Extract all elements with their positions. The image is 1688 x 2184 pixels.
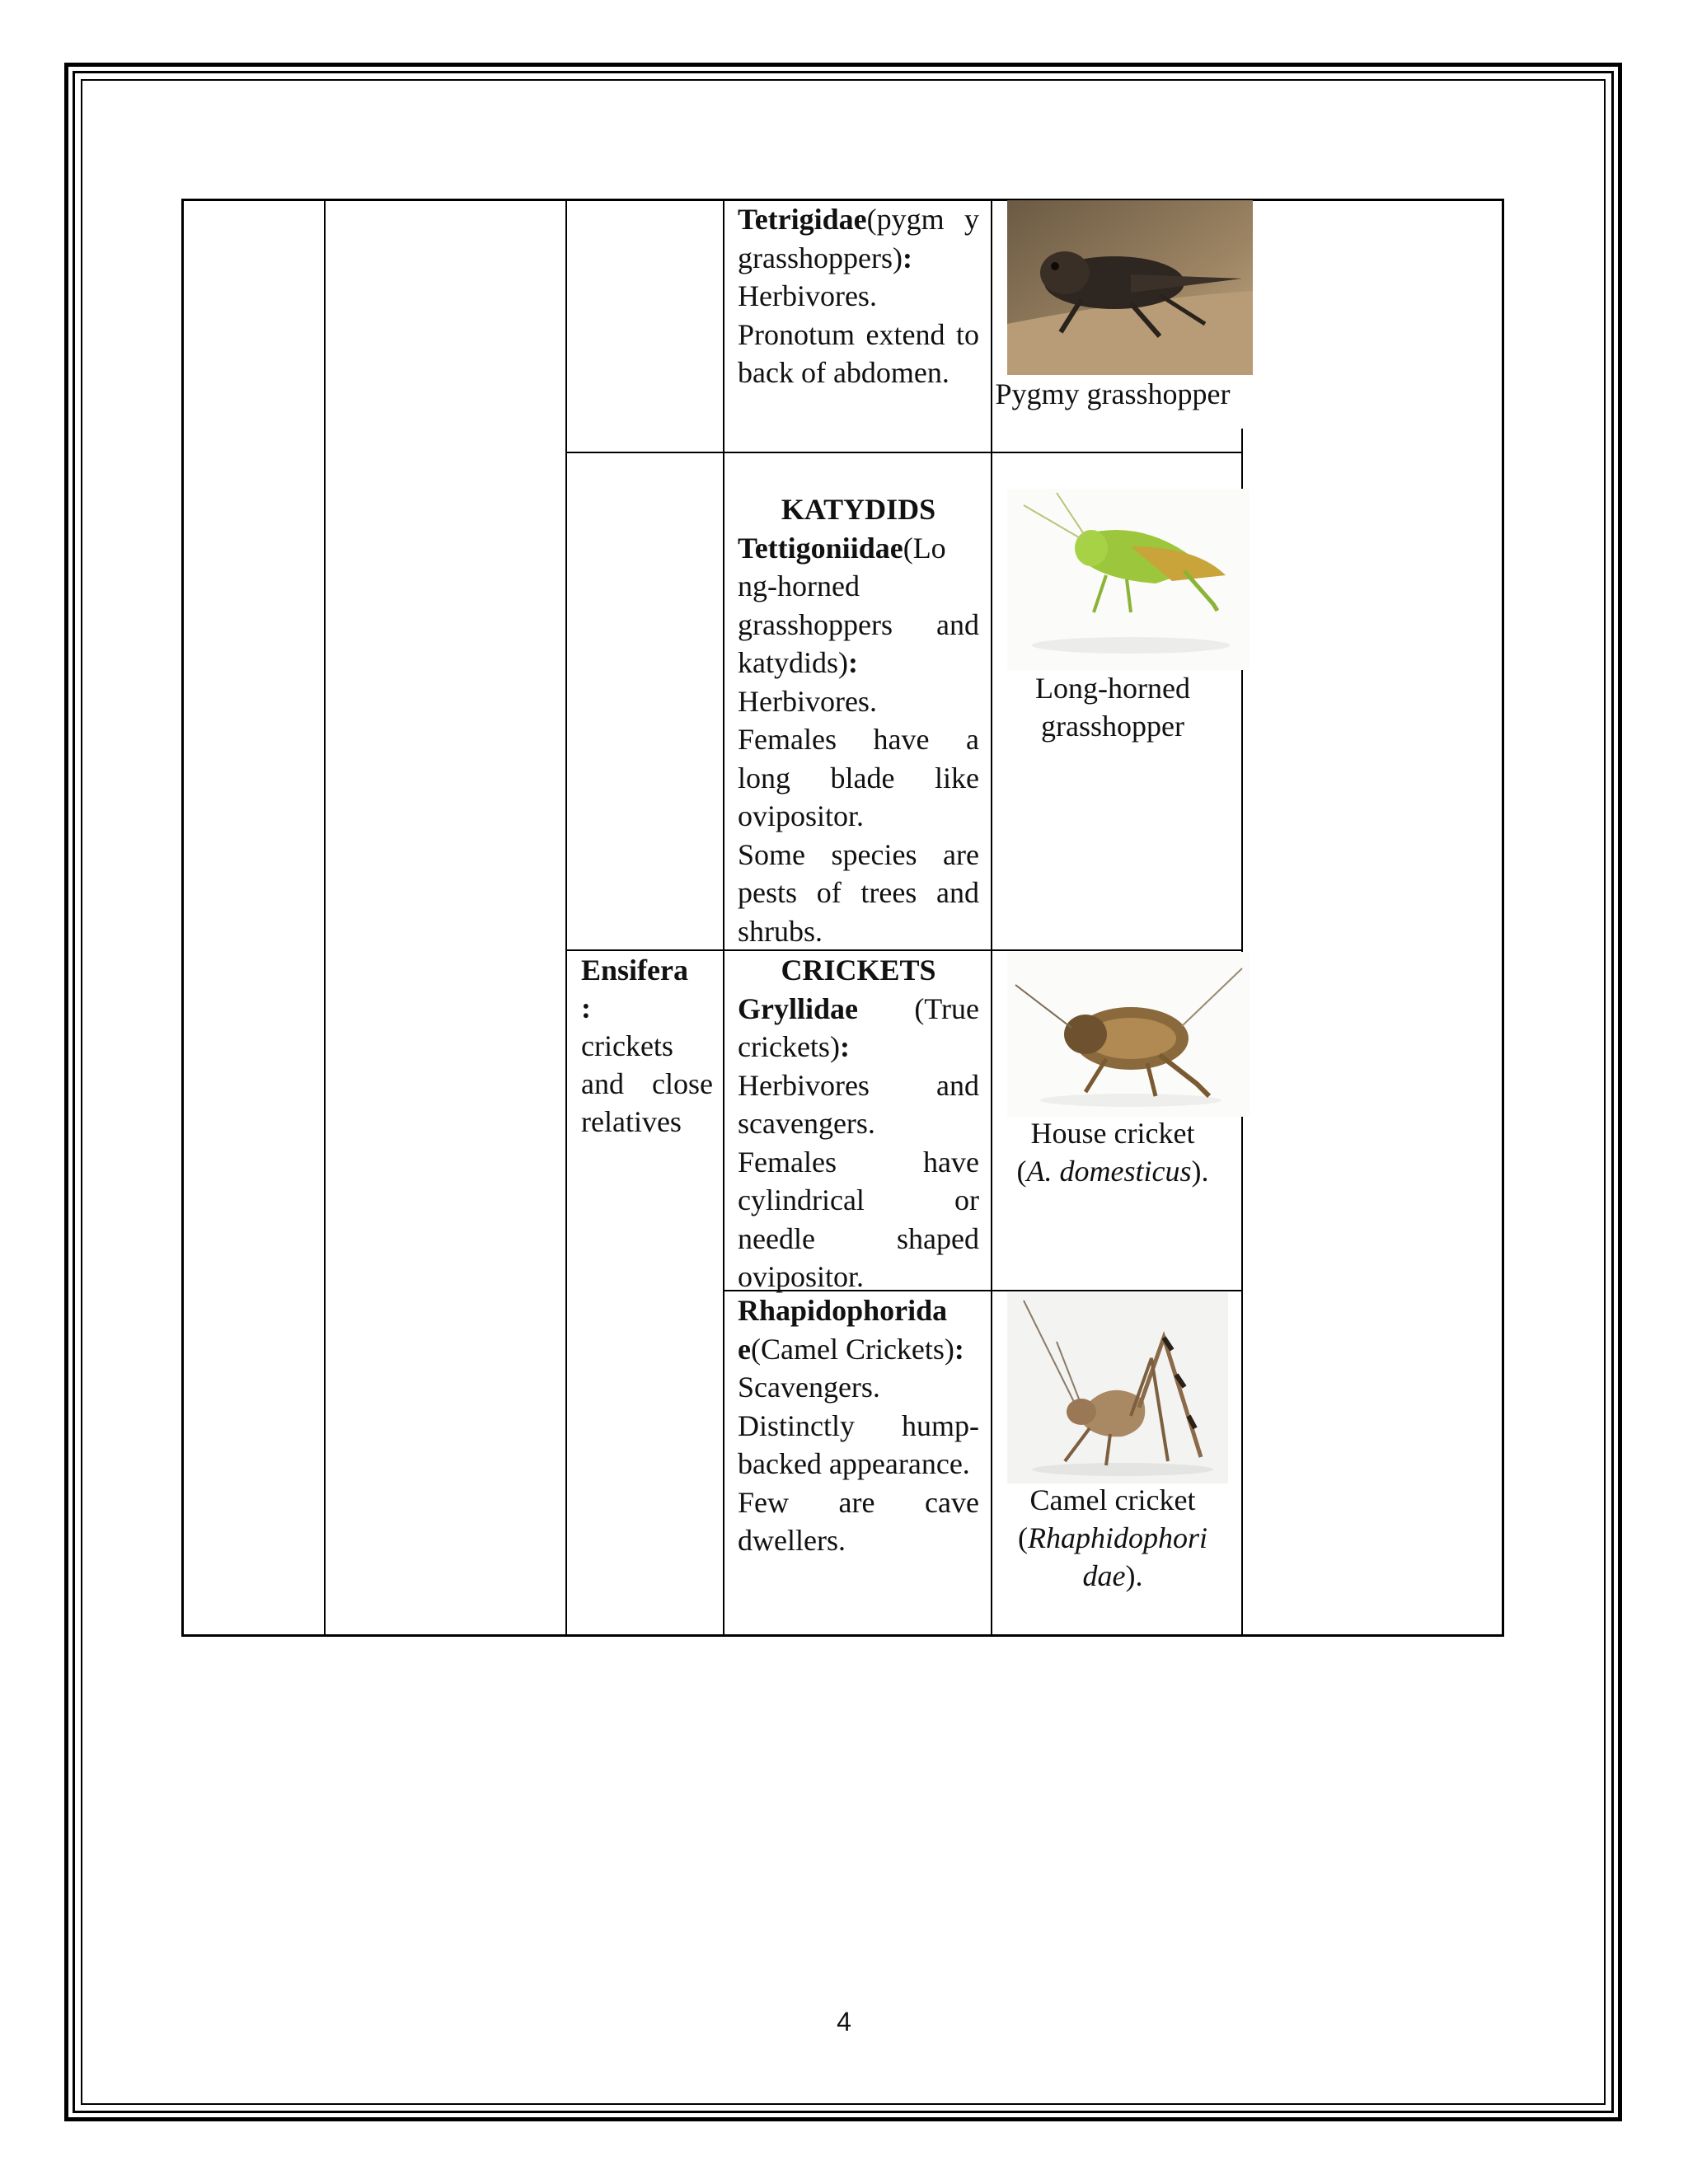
caption-scientific-name: Rhaphidophori dae bbox=[1027, 1521, 1207, 1592]
colon-mark: : bbox=[954, 1332, 964, 1366]
caption-common-name: House cricket bbox=[1030, 1117, 1195, 1150]
rhapidophoridae-description bbox=[738, 1291, 979, 1560]
pygmy-grasshopper-caption: Pygmy grasshopper bbox=[995, 377, 1231, 410]
trait-line: Females have cylindrical or needle shaped ovipositor. bbox=[738, 1145, 979, 1293]
open-paren: ( bbox=[1017, 1521, 1028, 1554]
tetrigidae-description bbox=[738, 200, 979, 392]
caption-close: ). bbox=[1125, 1559, 1143, 1592]
family-name: Gryllidae bbox=[738, 991, 858, 1025]
gryllidae-description bbox=[738, 951, 979, 1296]
trait-line: Females have a long blade like ovipositor. bbox=[738, 723, 979, 832]
camel-cricket-caption bbox=[993, 1481, 1232, 1595]
colon-mark: : bbox=[902, 241, 912, 274]
suborder-name: Ensifera bbox=[581, 954, 688, 987]
suborder-colon: : bbox=[581, 991, 591, 1024]
caption-common-name: Camel cricket bbox=[1029, 1483, 1196, 1516]
column-divider-4 bbox=[991, 199, 992, 1637]
long-horned-grasshopper-caption: Long-horned grasshopper bbox=[1035, 672, 1190, 743]
trait-line: Few are cave dwellers. bbox=[738, 1485, 979, 1557]
trait-line: Herbivores and scavengers. bbox=[738, 1068, 979, 1140]
trait-line: Pronotum extend to back of abdomen. bbox=[738, 317, 979, 389]
column-divider-1 bbox=[324, 199, 326, 1637]
column-divider-3 bbox=[723, 199, 724, 1637]
group-heading: KATYDIDS bbox=[781, 493, 936, 526]
open-paren: ( bbox=[1016, 1155, 1027, 1188]
family-common-name: (Camel Crickets) bbox=[750, 1332, 954, 1366]
caption-close: ). bbox=[1191, 1155, 1209, 1188]
family-name: Tettigoniidae bbox=[738, 531, 903, 565]
family-name: Tetrigidae bbox=[738, 203, 867, 236]
house-cricket-caption bbox=[993, 1114, 1232, 1190]
trait-line: Herbivores. bbox=[738, 684, 877, 718]
trait-line: Some species are pests of trees and shrubs. bbox=[738, 837, 979, 948]
trait-line: Scavengers. bbox=[738, 1371, 880, 1404]
family-common-name: (True crickets) bbox=[738, 991, 979, 1063]
page-number: 4 bbox=[837, 2007, 851, 2036]
house-cricket-photo bbox=[1007, 952, 1250, 1117]
row-divider-1 bbox=[565, 452, 1243, 453]
long-horned-grasshopper-photo bbox=[1007, 489, 1250, 670]
trait-line: Distinctly hump-backed appearance. bbox=[738, 1408, 979, 1480]
group-heading: CRICKETS bbox=[781, 954, 936, 987]
column-divider-2 bbox=[565, 199, 567, 1637]
colon-mark: : bbox=[839, 1030, 850, 1063]
tettigoniidae-description bbox=[738, 490, 979, 950]
family-common-name: (Lo ng-horned grasshoppers and katydids) bbox=[738, 531, 979, 679]
pygmy-grasshopper-photo bbox=[1007, 200, 1253, 375]
family-common-name: (pygm y grasshoppers) bbox=[738, 203, 979, 274]
suborder-description: crickets and close relatives bbox=[581, 1029, 713, 1138]
caption-scientific-name: A. domesticus bbox=[1026, 1155, 1192, 1188]
trait-line: Herbivores. bbox=[738, 279, 877, 312]
family-name: Rhapidophorida e bbox=[738, 1294, 948, 1366]
camel-cricket-photo bbox=[1007, 1292, 1228, 1483]
colon-mark: : bbox=[847, 646, 858, 679]
